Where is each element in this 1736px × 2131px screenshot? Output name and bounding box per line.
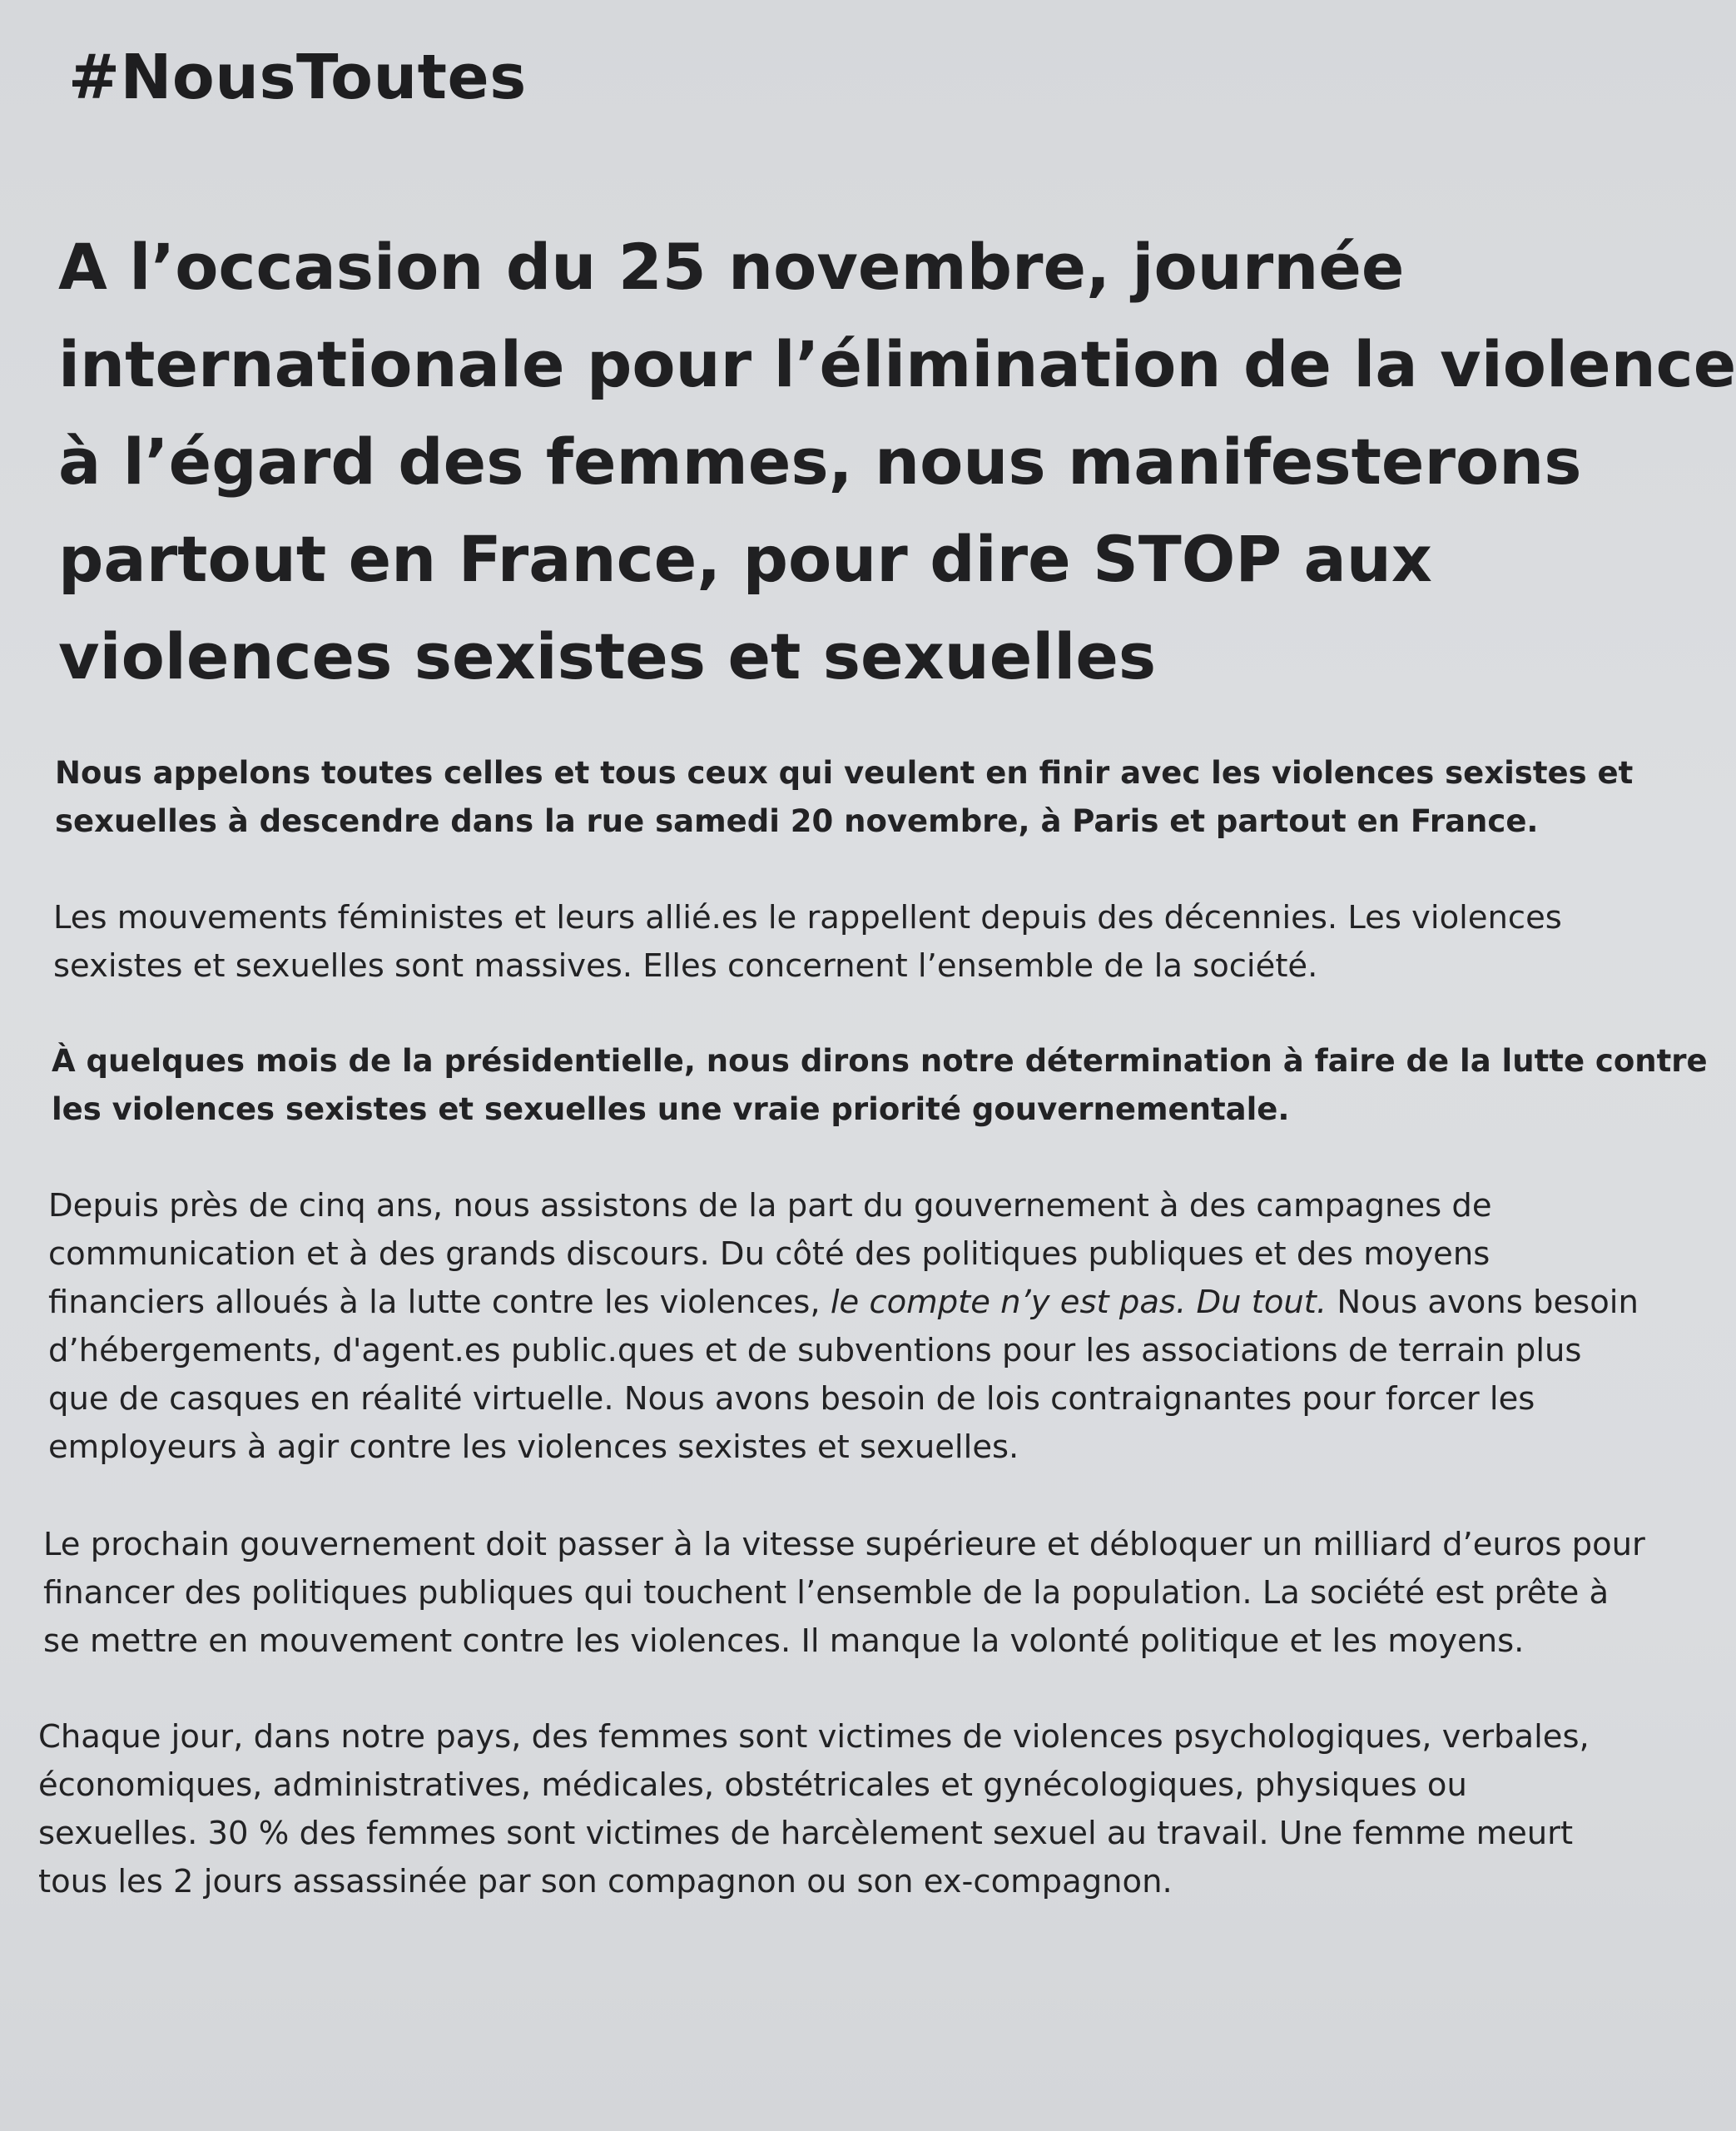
paragraph-line: Les mouvements féministes et leurs allié.es le rappellent depuis des décennies. Les violences <box>53 899 1562 936</box>
headline-line: internationale pour l’élimination de la violence <box>58 327 1736 401</box>
paragraph-feminist-movements <box>53 894 1593 991</box>
paragraph-line: communication et à des grands discours. Du côté des politiques publiques et des moyens <box>48 1235 1490 1273</box>
paragraph-line: que de casques en réalité virtuelle. Nous avons besoin de lois contraignantes pour forcer les <box>48 1380 1535 1418</box>
italic-emphasis: le compte n’y est pas. Du tout. <box>830 1284 1327 1321</box>
paragraph-government-record <box>48 1182 1639 1472</box>
headline-line: violences sexistes et sexuelles <box>58 619 1157 693</box>
paragraph-line: Nous appelons toutes celles et tous ceux qui veulent en finir avec les violences sexistes et <box>55 755 1634 791</box>
paragraph-line: Le prochain gouvernement doit passer à la vitesse supérieure et débloquer un milliard d’euros pour <box>43 1526 1645 1563</box>
headline-line: partout en France, pour dire STOP aux <box>58 522 1432 596</box>
hashtag-title: #NousToutes <box>68 42 527 113</box>
paragraph-line: financer des politiques publiques qui touchent l’ensemble de la population. La société est prête à <box>43 1574 1610 1612</box>
paragraph-line: sexistes et sexuelles sont massives. Elles concernent l’ensemble de la société. <box>53 947 1318 985</box>
paragraph-line: Chaque jour, dans notre pays, des femmes sont victimes de violences psychologiques, verbales, <box>38 1718 1590 1756</box>
paragraph-line: les violences sexistes et sexuelles une vraie priorité gouvernementale. <box>52 1091 1290 1127</box>
paragraph-line: d’hébergements, d'agent.es public.ques et de subventions pour les associations de terrain plus <box>48 1332 1582 1369</box>
headline <box>58 218 1736 705</box>
paragraph-next-government <box>43 1521 1645 1666</box>
paragraph-line: tous les 2 jours assassinée par son compagnon ou son ex-compagnon. <box>38 1863 1173 1900</box>
paragraph-line: Depuis près de cinq ans, nous assistons de la part du gouvernement à des campagnes de <box>48 1187 1492 1224</box>
headline-line: A l’occasion du 25 novembre, journée <box>58 230 1405 304</box>
headline-line: à l’égard des femmes, nous manifesterons <box>58 425 1582 499</box>
paragraph-presidential <box>52 1037 1708 1134</box>
paragraph-line: économiques, administratives, médicales, obstétricales et gynécologiques, physiques ou <box>38 1766 1467 1804</box>
paragraph-line: employeurs à agir contre les violences sexistes et sexuelles. <box>48 1428 1019 1466</box>
paragraph-line-end: Nous avons besoin <box>1327 1284 1639 1321</box>
paragraph-call-to-action <box>55 749 1634 846</box>
paragraph-line: se mettre en mouvement contre les violences. Il manque la volonté politique et les moyens. <box>43 1622 1525 1660</box>
paragraph-line: À quelques mois de la présidentielle, nous dirons notre détermination à faire de la lutte contre <box>52 1043 1708 1079</box>
paragraph-daily-violence <box>38 1713 1590 1906</box>
paragraph-line-start: financiers alloués à la lutte contre les violences, <box>48 1284 831 1321</box>
paragraph-line <box>48 1279 1639 1327</box>
paragraph-line: sexuelles. 30 % des femmes sont victimes de harcèlement sexuel au travail. Une femme meurt <box>38 1815 1574 1852</box>
paragraph-line: sexuelles à descendre dans la rue samedi 20 novembre, à Paris et partout en France. <box>55 803 1539 839</box>
